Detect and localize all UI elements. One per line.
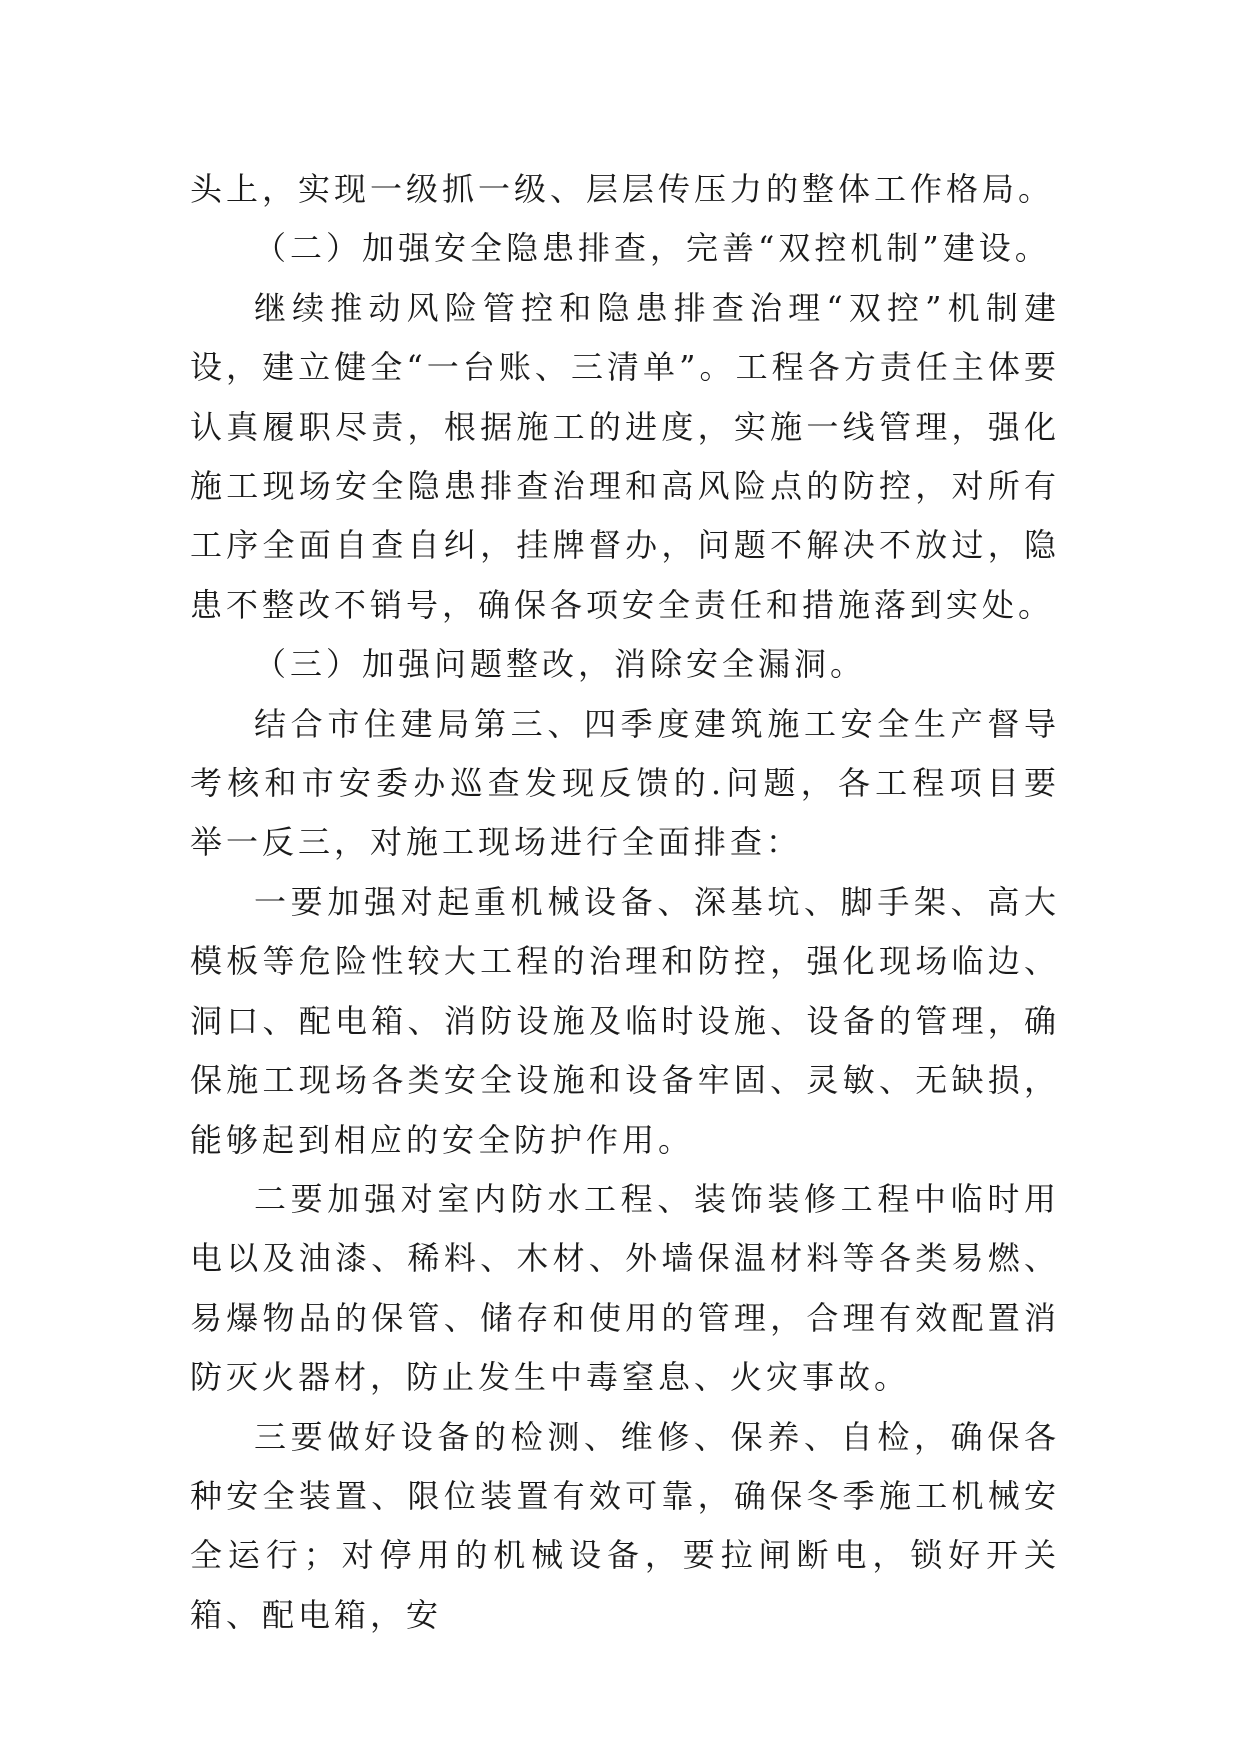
paragraph-item-2: 二要加强对室内防水工程、装饰装修工程中临时用电以及油漆、稀料、木材、外墙保温材料等各类易燃、易爆物品的保管、储存和使用的管理，合理有效配置消防灭火器材，防止发生中毒窒息、火灾事故。 [190,1179,1060,1397]
paragraph-inspection: 结合市住建局第三、四季度建筑施工安全生产督导考核和市安委办巡查发现反馈的.问题，各工程项目要举一反三，对施工现场进行全面排查： [190,704,1060,862]
paragraph-item-1: 一要加强对起重机械设备、深基坑、脚手架、高大模板等危险性较大工程的治理和防控，强化现场临边、洞口、配电箱、消防设施及临时设施、设备的管理，确保施工现场各类安全设施和设备牢固、灵敏、无缺损，能够起到相应的安全防护作用。 [190,882,1060,1159]
paragraph-continuation: 头上，实现一级抓一级、层层传压力的整体工作格局。 [190,170,1055,208]
document-body [190,160,1060,1645]
paragraph-item-3: 三要做好设备的检测、维修、保养、自检，确保各种安全装置、限位装置有效可靠，确保冬季施工机械安全运行；对停用的机械设备，要拉闸断电，锁好开关箱、配电箱，安 [190,1417,1060,1634]
section-heading-2: （二）加强安全隐患排查，完善“双控机制”建设。 [254,229,1051,268]
section-heading-3: （三）加强问题整改，消除安全漏洞。 [254,645,867,684]
paragraph-dual-control: 继续推动风险管控和隐患排查治理“双控”机制建设，建立健全“一台账、三清单”。工程各方责任主体要认真履职尽责，根据施工的进度，实施一线管理，强化施工现场安全隐患排查治理和高风险点的防控，对所有工序全面自查自纠，挂牌督办，问题不解决不放过，隐患不整改不销号，确保各项安全责任和措施落到实处。 [190,288,1060,624]
